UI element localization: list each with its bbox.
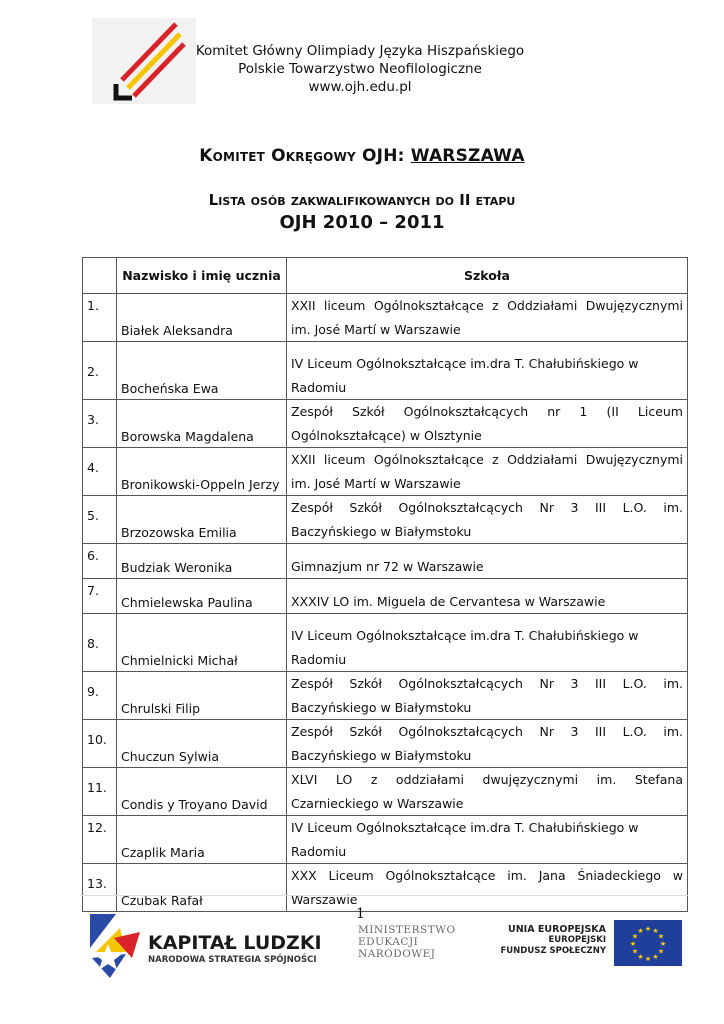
row-num: 1. [83, 294, 117, 342]
header-line-society: Polskie Towarzystwo Neofilologiczne [238, 61, 482, 77]
row-name: Bocheńska Ewa [117, 342, 287, 400]
eu-line-1: UNIA EUROPEJSKA [508, 924, 606, 935]
row-num: 11. [83, 768, 117, 816]
row-name: Bronikowski-Oppeln Jerzy [117, 448, 287, 496]
row-num: 6. [83, 544, 117, 579]
row-school: IV Liceum Ogólnokształcące im.dra T. Chałubińskiego w Radomiu [287, 614, 688, 672]
eu-star-icon: ★ [637, 953, 644, 961]
header-line-website: www.ojh.edu.pl [308, 79, 412, 95]
header-line-committee: Komitet Główny Olimpiady Języka Hiszpańskiego [195, 43, 525, 59]
row-name: Chuczun Sylwia [117, 720, 287, 768]
ministry-line-3: NARODOWEJ [358, 948, 436, 960]
row-num: 2. [83, 342, 117, 400]
row-school: XXX Liceum Ogólnokształcące im. Jana Śniadeckiego w Warszawie [287, 864, 688, 912]
page-number: 1 [356, 906, 365, 922]
row-school: Zespół Szkół Ogólnokształcących Nr 3 III L.O. im. Baczyńskiego w Białymstoku [287, 672, 688, 720]
header-num [83, 258, 117, 294]
eu-star-icon: ★ [629, 940, 637, 948]
table-row [83, 544, 688, 579]
table-row [83, 400, 688, 448]
ministry-logo-text [358, 924, 456, 960]
row-name: Chmielewska Paulina [117, 579, 287, 614]
row-num: 10. [83, 720, 117, 768]
table-row [83, 614, 688, 672]
row-school: XXXIV LO im. Miguela de Cervantesa w Warszawie [287, 579, 688, 614]
row-name: Czubak Rafał [117, 864, 287, 912]
kapital-ludzki-subtitle: NARODOWA STRATEGIA SPÓJNOŚCI [148, 955, 317, 965]
table-row [83, 496, 688, 544]
edition-title: OJH 2010 – 2011 [279, 212, 445, 233]
eu-star-icon: ★ [659, 940, 667, 948]
table-row [83, 768, 688, 816]
row-school: Gimnazjum nr 72 w Warszawie [287, 544, 688, 579]
eu-line-3: FUNDUSZ SPOŁECZNY [500, 946, 606, 956]
row-name: Borowska Magdalena [117, 400, 287, 448]
table-row [83, 579, 688, 614]
row-school: XXII liceum Ogólnokształcące z Oddziałami Dwujęzycznymi im. José Martí w Warszawie [287, 448, 688, 496]
row-num: 8. [83, 614, 117, 672]
row-school: Zespół Szkół Ogólnokształcących Nr 3 III L.O. im. Baczyńskiego w Białymstoku [287, 496, 688, 544]
row-school: IV Liceum Ogólnokształcące im.dra T. Chałubińskiego w Radomiu [287, 342, 688, 400]
olympiad-logo [92, 18, 196, 104]
eu-star-icon: ★ [652, 953, 659, 961]
row-school: XXII liceum Ogólnokształcące z Oddziałami Dwujęzycznymi im. José Martí w Warszawie [287, 294, 688, 342]
committee-title-prefix: Komitet Okręgowy OJH: [199, 146, 411, 166]
row-name: Białek Aleksandra [117, 294, 287, 342]
row-name: Chrulski Filip [117, 672, 287, 720]
row-school: XLVI LO z oddziałami dwujęzycznymi im. Stefana Czarnieckiego w Warszawie [287, 768, 688, 816]
row-name: Brzozowska Emilia [117, 496, 287, 544]
kapital-ludzki-title: KAPITAŁ LUDZKI [148, 932, 322, 954]
eu-line-2: EUROPEJSKI [548, 935, 606, 945]
list-title: Lista osób zakwalifikowanych do II etapu [208, 191, 516, 209]
table-row [83, 720, 688, 768]
table-row [83, 448, 688, 496]
eu-star-icon: ★ [644, 955, 652, 963]
ministry-line-2: EDUKACJI [358, 936, 419, 948]
footer-divider [80, 895, 688, 896]
row-num: 3. [83, 400, 117, 448]
row-name: Chmielnicki Michał [117, 614, 287, 672]
row-num: 9. [83, 672, 117, 720]
row-school: IV Liceum Ogólnokształcące im.dra T. Chałubińskiego w Radomiu [287, 816, 688, 864]
committee-title [0, 146, 724, 166]
table-row [83, 864, 688, 912]
header-school: Szkoła [287, 258, 688, 294]
eu-star-icon: ★ [644, 925, 652, 933]
ministry-line-1: MINISTERSTWO [358, 924, 456, 936]
row-name: Budziak Weronika [117, 544, 287, 579]
row-num: 12. [83, 816, 117, 864]
eu-star-icon: ★ [652, 927, 659, 935]
committee-city: WARSZAWA [410, 146, 525, 166]
row-num: 13. [83, 864, 117, 912]
eu-star-icon: ★ [637, 927, 644, 935]
row-name: Czaplik Maria [117, 816, 287, 864]
organization-header [190, 42, 530, 96]
row-school: Zespół Szkół Ogólnokształcących nr 1 (II Liceum Ogólnokształcące) w Olsztynie [287, 400, 688, 448]
table-row [83, 816, 688, 864]
row-name: Condis y Troyano David [117, 768, 287, 816]
row-num: 7. [83, 579, 117, 614]
eu-star-icon: ★ [657, 932, 665, 941]
header-name: Nazwisko i imię ucznia [117, 258, 287, 294]
eu-star-icon: ★ [631, 947, 639, 956]
table-row [83, 294, 688, 342]
table-header-row [83, 258, 688, 294]
eu-star-icon: ★ [631, 932, 639, 941]
table-row [83, 342, 688, 400]
qualified-students-table [82, 257, 688, 912]
row-school: Zespół Szkół Ogólnokształcących Nr 3 III L.O. im. Baczyńskiego w Białymstoku [287, 720, 688, 768]
row-num: 4. [83, 448, 117, 496]
row-num: 5. [83, 496, 117, 544]
eu-text [500, 924, 606, 957]
eu-star-icon: ★ [657, 947, 665, 956]
table-row [83, 672, 688, 720]
eu-flag-icon [614, 920, 682, 966]
